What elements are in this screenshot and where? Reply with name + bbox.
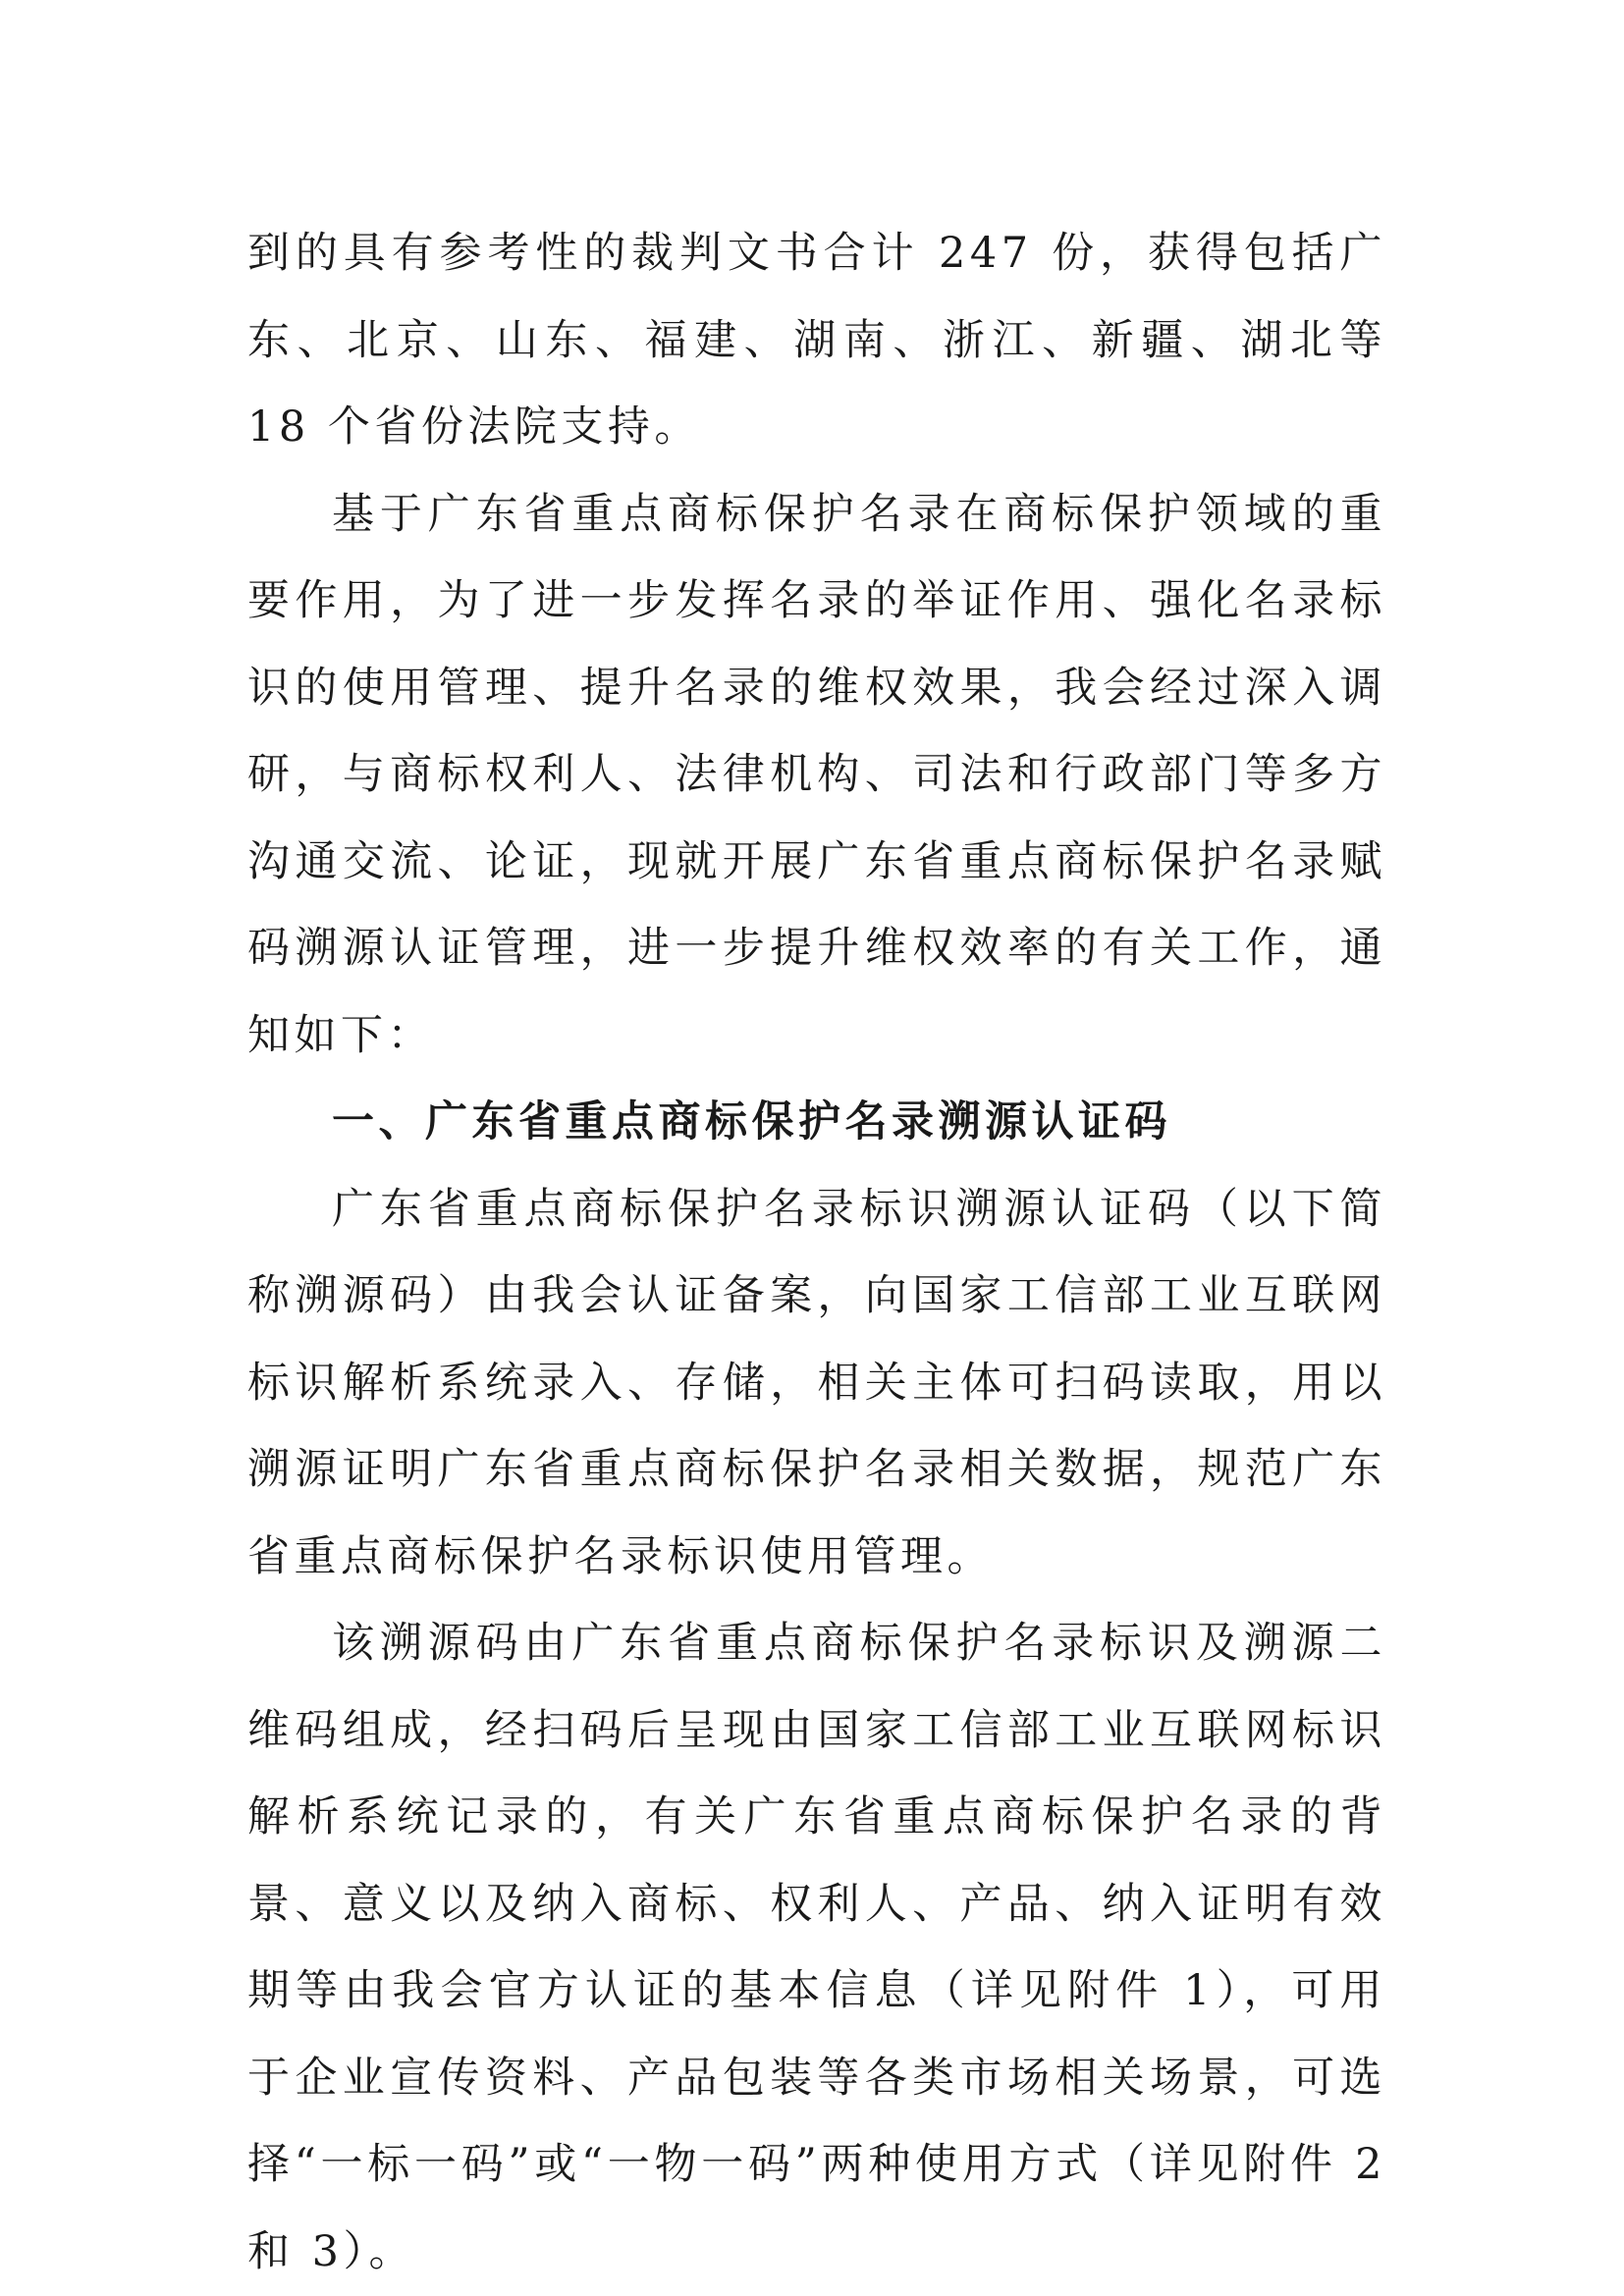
document-body: [247, 210, 1386, 2295]
paragraph-trace-code-composition: 该溯源码由广东省重点商标保护名录标识及溯源二维码组成，经扫码后呈现由国家工信部工业互联网标识解析系统记录的，有关广东省重点商标保护名录的背景、意义以及纳入商标、权利人、产品、纳入证明有效期等由我会官方认证的基本信息（详见附件 1），可用于企业宣传资料、产品包装等各类市场相关场景，可选择“一标一码”或“一物一码”两种使用方式（详见附件 2 和 3）。: [247, 1619, 1386, 2276]
paragraph-trace-code-definition: 广东省重点商标保护名录标识溯源认证码（以下简称溯源码）由我会认证备案，向国家工信部工业互联网标识解析系统录入、存储，相关主体可扫码读取，用以溯源证明广东省重点商标保护名录相关数据，规范广东省重点商标保护名录标识使用管理。: [247, 1184, 1386, 1581]
paragraph-background: 基于广东省重点商标保护名录在商标保护领域的重要作用，为了进一步发挥名录的举证作用、强化名录标识的使用管理、提升名录的维权效果，我会经过深入调研，与商标权利人、法律机构、司法和行政部门等多方沟通交流、论证，现就开展广东省重点商标保护名录赋码溯源认证管理，进一步提升维权效率的有关工作，通知如下：: [247, 489, 1386, 1060]
section-heading-1: 一、广东省重点商标保护名录溯源认证码: [332, 1097, 1171, 1147]
paragraph-continuation: 到的具有参考性的裁判文书合计 247 份，获得包括广东、北京、山东、福建、湖南、浙江、新疆、湖北等 18 个省份法院支持。: [247, 229, 1386, 452]
